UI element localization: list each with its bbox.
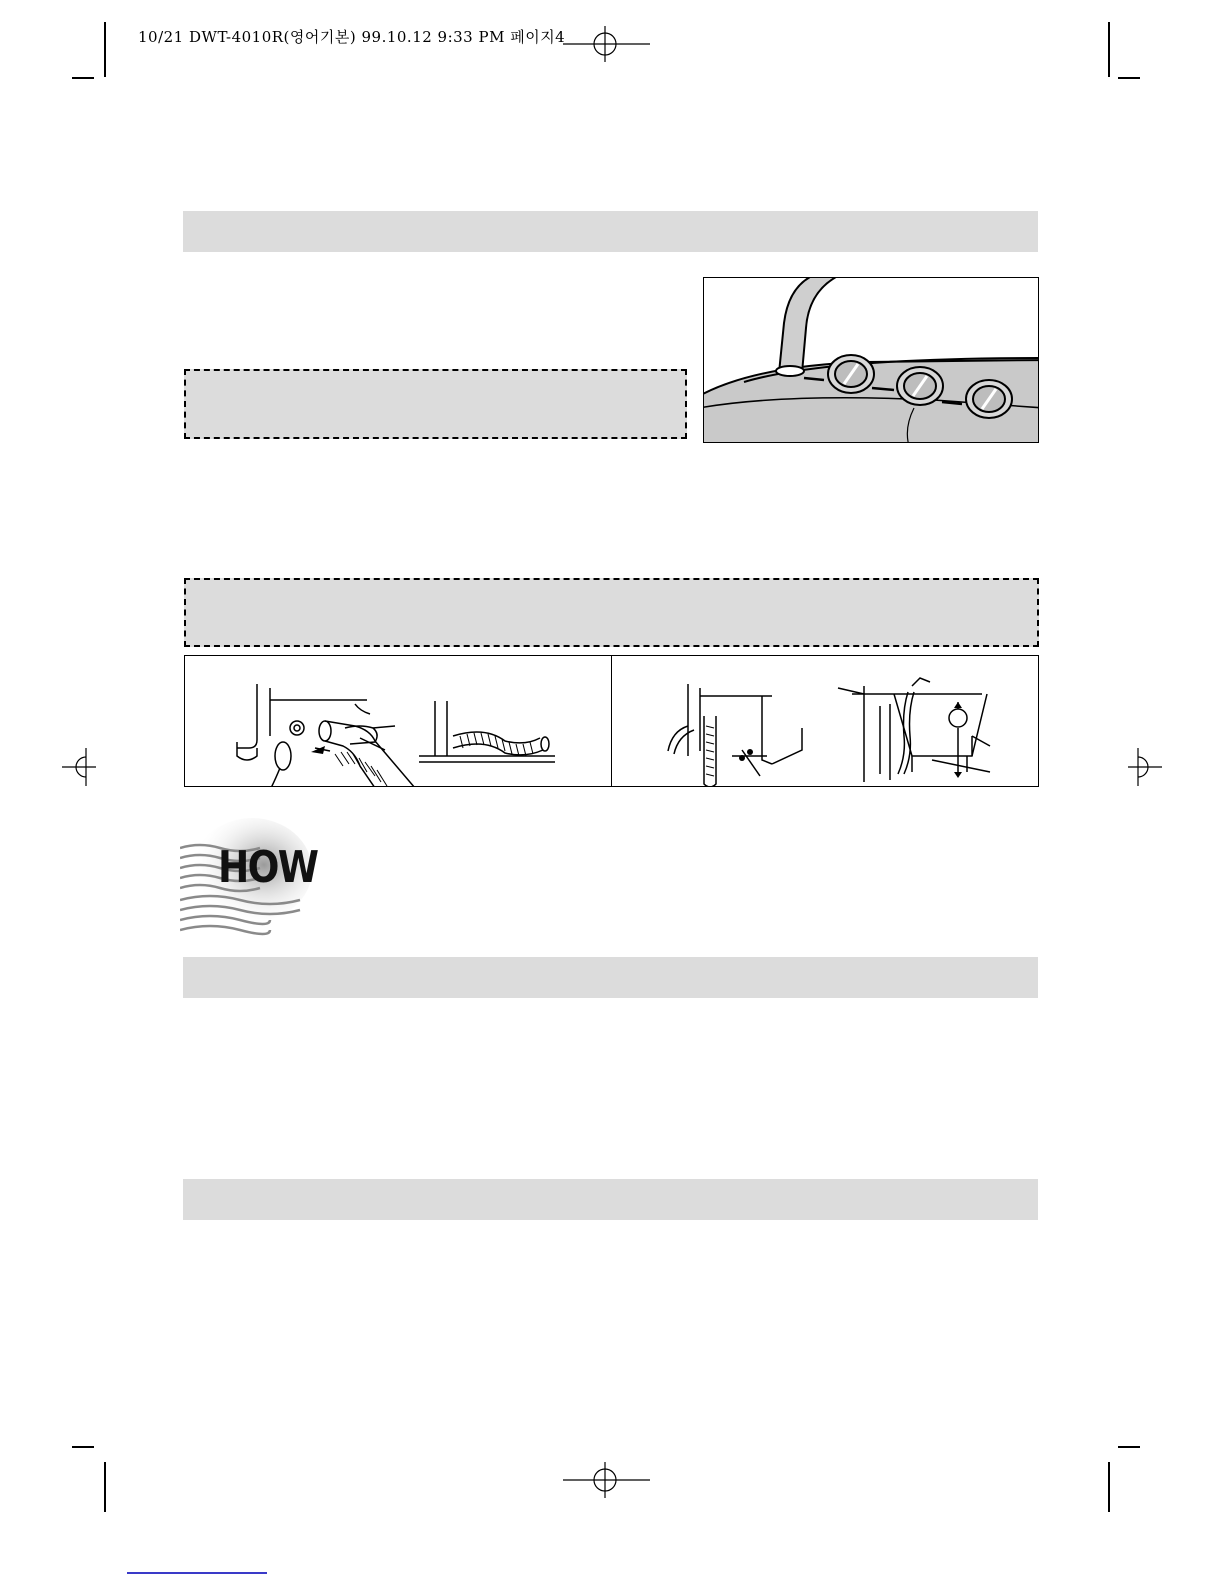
washer-top-illustration xyxy=(703,277,1039,443)
how-badge-label: HOW xyxy=(218,842,318,893)
section-header-bar-3 xyxy=(183,1179,1038,1220)
section-header-bar-2 xyxy=(183,957,1038,998)
note-box-1 xyxy=(184,369,687,439)
footer-link-underline xyxy=(127,1572,267,1574)
note-box-2 xyxy=(184,578,1039,647)
print-slug-header: 10/21 DWT-4010R(영어기본) 99.10.12 9:33 PM 페이지4 xyxy=(138,28,566,46)
drain-hose-routing-illustration xyxy=(611,655,1039,787)
drain-hose-attach-illustration xyxy=(184,655,612,787)
section-header-bar-1 xyxy=(183,211,1038,252)
